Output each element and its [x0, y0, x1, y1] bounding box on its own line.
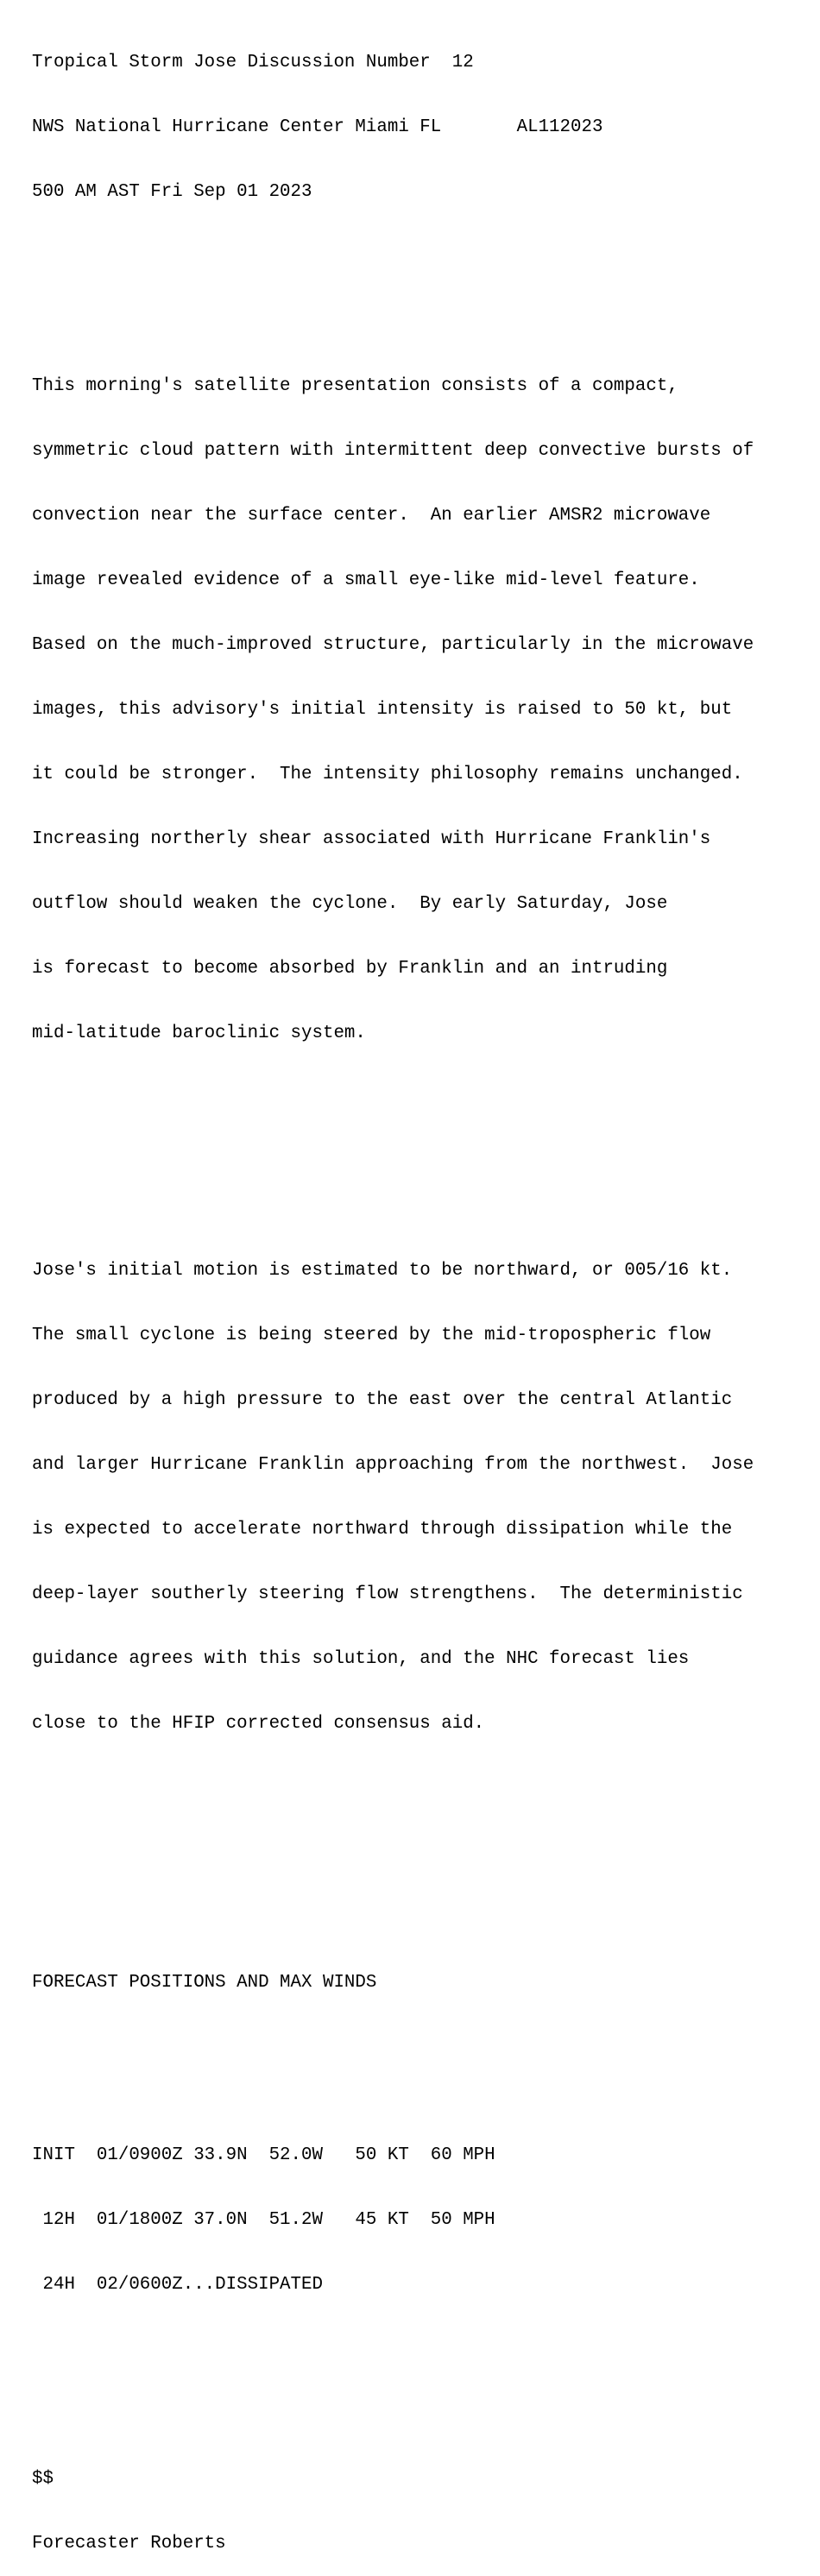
text-line: The small cyclone is being steered by the mid-tropospheric flow: [32, 1326, 711, 1345]
text-line: convection near the surface center. An earlier AMSR2 microwave: [32, 506, 711, 526]
text-line: Jose's initial motion is estimated to be northward, or 005/16 kt.: [32, 1261, 733, 1281]
paragraph-motion: [32, 1217, 809, 1778]
product-terminator: $$: [32, 2469, 54, 2489]
blank-line: [32, 1131, 809, 1152]
text-line: Increasing northerly shear associated with Hurricane Franklin's: [32, 829, 711, 849]
discussion-title: Tropical Storm Jose Discussion Number 12: [32, 53, 474, 72]
issuing-office: NWS National Hurricane Center Miami FL AL112023: [32, 117, 603, 137]
text-line: Based on the much-improved structure, particularly in the microwave: [32, 635, 754, 655]
text-line: outflow should weaken the cyclone. By early Saturday, Jose: [32, 894, 668, 914]
text-line: close to the HFIP corrected consensus aid.: [32, 1714, 485, 1734]
forecast-row: 12H 01/1800Z 37.0N 51.2W 45 KT 50 MPH: [32, 2210, 495, 2230]
text-line: is expected to accelerate northward through dissipation while the: [32, 1520, 733, 1540]
text-line: image revealed evidence of a small eye-like mid-level feature.: [32, 570, 700, 590]
issue-time: 500 AM AST Fri Sep 01 2023: [32, 182, 312, 202]
text-line: is forecast to become absorbed by Franklin and an intruding: [32, 959, 668, 979]
blank-line: [32, 2382, 809, 2403]
blank-line: [32, 2037, 809, 2058]
paragraph-intensity: [32, 332, 809, 1087]
text-line: This morning's satellite presentation consists of a compact,: [32, 376, 678, 396]
text-line: it could be stronger. The intensity philosophy remains unchanged.: [32, 765, 743, 784]
forecast-row: 24H 02/0600Z...DISSIPATED: [32, 2275, 323, 2295]
forecast-row: INIT 01/0900Z 33.9N 52.0W 50 KT 60 MPH: [32, 2145, 495, 2165]
forecast-table: [32, 2101, 809, 2339]
text-line: images, this advisory's initial intensity is raised to 50 kt, but: [32, 700, 733, 720]
blank-line: [32, 246, 809, 268]
discussion-document: [32, 9, 809, 2576]
text-line: guidance agrees with this solution, and the NHC forecast lies: [32, 1649, 690, 1669]
forecast-heading: FORECAST POSITIONS AND MAX WINDS: [32, 1973, 377, 1993]
text-line: deep-layer southerly steering flow strengthens. The deterministic: [32, 1584, 743, 1604]
text-line: and larger Hurricane Franklin approaching from the northwest. Jose: [32, 1455, 754, 1475]
forecaster-signature: Forecaster Roberts: [32, 2534, 226, 2554]
blank-line: [32, 1821, 809, 1842]
text-line: produced by a high pressure to the east over the central Atlantic: [32, 1390, 733, 1410]
text-line: mid-latitude baroclinic system.: [32, 1023, 366, 1043]
text-line: symmetric cloud pattern with intermittent deep convective bursts of: [32, 441, 754, 461]
blank-line: [32, 1886, 809, 1907]
